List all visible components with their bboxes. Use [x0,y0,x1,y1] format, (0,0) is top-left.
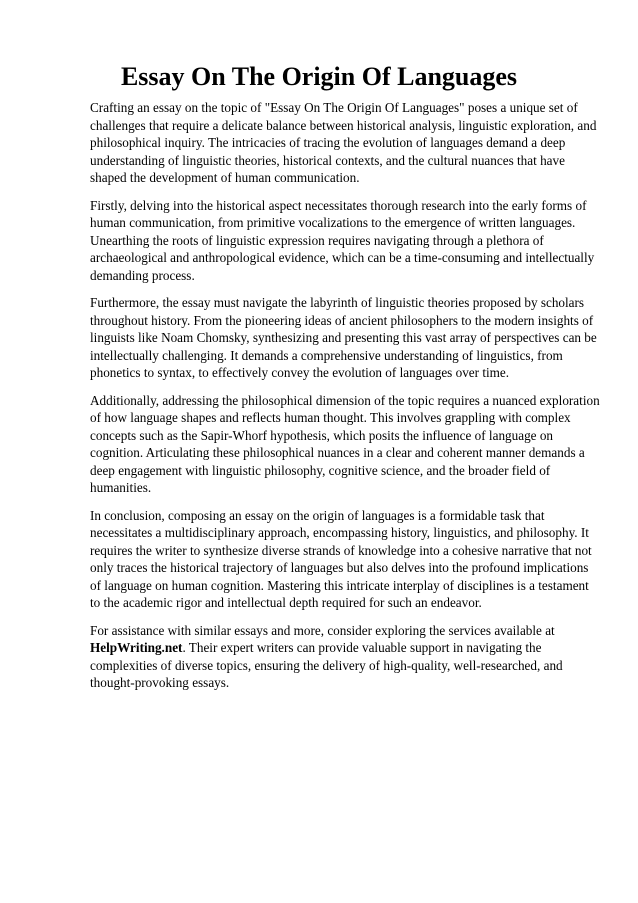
paragraph-closing [90,622,600,692]
paragraph-intro: Crafting an essay on the topic of "Essay On The Origin Of Languages" poses a unique set of challenges that require a delicate balance between historical analysis, linguistic exploration, and philosophical inquiry. The intricacies of tracing the evolution of languages demand a deep understanding of linguistic theories, historical contexts, and the cultural nuances that have shaped the development of human communication. [90,100,597,185]
essay-body [90,99,600,702]
closing-text-after-link: . Their expert writers can provide valuable support in navigating the complexities of diverse topics, ensuring the delivery of high-quality, well-researched, and thought-provoking essays. [90,640,563,690]
closing-text-before-link: For assistance with similar essays and more, consider exploring the services available at [90,622,555,638]
paragraph-theories: Furthermore, the essay must navigate the labyrinth of linguistic theories proposed by scholars throughout history. From the pioneering ideas of ancient philosophers to the modern insights of linguists like Noam Chomsky, synthesizing and presenting this vast array of perspectives can be intellectually challenging. It demands a comprehensive understanding of linguistics, from phonetics to syntax, to effectively convey the evolution of languages over time. [90,295,597,380]
page-title: Essay On The Origin Of Languages [120,62,518,91]
paragraph-historical: Firstly, delving into the historical aspect necessitates thorough research into the early forms of human communication, from primitive vocalizations to the emergence of written languages. Unearthing the roots of linguistic expression requires navigating through a plethora of archaeological and anthropological evidence, which can be a time-consuming and intellectually demanding process. [90,197,595,283]
paragraph-philosophical: Additionally, addressing the philosophical dimension of the topic requires a nuanced exploration of how language shapes and reflects human thought. This involves grappling with complex concepts such as the Sapir-Whorf hypothesis, which posits the influence of language on cognition. Articulating these philosophical nuances in a clear and coherent manner demands a deep engagement with linguistic philosophy, cognitive science, and the broader field of humanities. [90,392,600,495]
paragraph-conclusion: In conclusion, composing an essay on the origin of languages is a formidable task that necessitates a multidisciplinary approach, encompassing history, linguistics, and philosophy. It requires the writer to synthesize diverse strands of knowledge into a cohesive narrative that not only traces the historical trajectory of languages but also delves into the profound implications of language on human cognition. Mastering this intricate interplay of disciplines is a testament to the academic rigor and intellectual depth required for such an endeavor. [90,507,592,610]
helpwriting-link[interactable]: HelpWriting.net [90,640,183,655]
